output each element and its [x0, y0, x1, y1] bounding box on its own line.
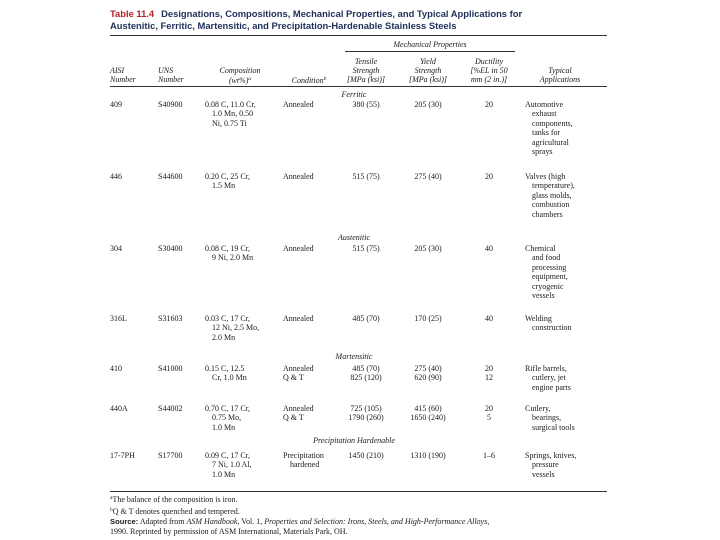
cell-aisi: 446 [110, 172, 122, 181]
cell-condition: Annealed [283, 100, 314, 109]
footnote-b: $^b$Q & T denotes quenched and tempered. [110, 507, 240, 516]
cell-applications: Cutlery, bearings, surgical tools [525, 404, 575, 432]
applications-header: Typical Applications [539, 66, 581, 84]
table-number: Table 11.4 [110, 8, 155, 19]
cell-yield: 275 (40) [414, 172, 442, 181]
category-austenitic: Austenitic [338, 233, 370, 242]
bottom-rule [110, 491, 607, 492]
mechanical-properties-header: Mechanical Properties [393, 40, 467, 49]
cell-composition: 0.08 C, 19 Cr, 9 Ni, 2.0 Mn [205, 244, 254, 263]
cell-ductility: 20 [485, 100, 493, 109]
cell-applications: Valves (high temperature), glass molds, combustion chambers [525, 172, 575, 219]
cell-composition: 0.09 C, 17 Cr, 7 Ni, 1.0 Al, 1.0 Mn [205, 451, 252, 479]
header-rule [110, 86, 607, 87]
uns-header: UNS Number [158, 66, 184, 84]
cell-composition: 0.08 C, 11.0 Cr, 1.0 Mn, 0.50 Ni, 0.75 Ti [205, 100, 256, 128]
table-title-line2: Austenitic, Ferritic, Martensitic, and Precipitation-Hardenable Stainless Steels [110, 19, 457, 31]
cell-composition: 0.15 C, 12.5 Cr, 1.0 Mn [205, 364, 247, 383]
cell-aisi: 316L [110, 314, 127, 323]
cell-uns: S31603 [158, 314, 183, 323]
cell-aisi: 410 [110, 364, 122, 373]
condition-header: Condition$^b$ [291, 76, 327, 85]
cell-composition: 0.03 C, 17 Cr, 12 Ni, 2.5 Mo, 2.0 Mn [205, 314, 260, 342]
cell-uns: S44600 [158, 172, 183, 181]
cell-tensile: 725 (105) 1790 (260) [348, 404, 384, 423]
cell-condition: Precipitation hardened [283, 451, 324, 470]
cell-tensile: 515 (75) [352, 172, 380, 181]
ductility-header: Ductility [%EL in 50 mm (2 in.)] [470, 57, 508, 84]
cell-yield: 1310 (190) [410, 451, 446, 460]
source-note: Source: Adapted from ASM Handbook, Vol. 1, Properties and Selection: Irons, Steels, and High-Performance Alloys, [110, 517, 490, 526]
cell-applications: Automotive exhaust components, tanks for agricultural sprays [525, 100, 573, 157]
source-note-line2: 1990. Reprinted by permission of ASM International, Materials Park, OH. [110, 527, 348, 536]
cell-yield: 205 (30) [414, 100, 442, 109]
table-title-line1: Designations, Compositions, Mechanical Properties, and Typical Applications for [161, 8, 523, 19]
top-rule [110, 35, 607, 36]
cell-ductility: 20 5 [485, 404, 493, 423]
cell-tensile: 1450 (210) [348, 451, 384, 460]
cell-tensile: 485 (70) [352, 314, 380, 323]
cell-ductility: 40 [485, 244, 493, 253]
category-precipitation-hardenable: Precipitation Hardenable [313, 436, 395, 445]
cell-yield: 415 (60) 1650 (240) [410, 404, 446, 423]
tensile-header: Tensile Strength [MPa (ksi)] [347, 57, 385, 84]
aisi-header: AISI Number [110, 66, 136, 84]
cell-aisi: 409 [110, 100, 122, 109]
cell-ductility: 20 12 [485, 364, 493, 383]
cell-yield: 205 (30) [414, 244, 442, 253]
cell-uns: S17700 [158, 451, 183, 460]
cell-uns: S40900 [158, 100, 183, 109]
cell-uns: S44002 [158, 404, 183, 413]
footnote-a: $^a$The balance of the composition is iron. [110, 495, 238, 504]
cell-uns: S41000 [158, 364, 183, 373]
cell-applications: Welding construction [525, 314, 572, 333]
cell-uns: S30400 [158, 244, 183, 253]
cell-ductility: 20 [485, 172, 493, 181]
cell-condition: Annealed [283, 314, 314, 323]
cell-yield: 275 (40) 620 (90) [414, 364, 442, 383]
cell-applications: Rifle barrels, cutlery, jet engine parts [525, 364, 571, 392]
cell-condition: Annealed [283, 244, 314, 253]
category-ferritic: Ferritic [341, 90, 367, 99]
composition-header: Composition $(wt\%)^a$ [219, 66, 261, 85]
cell-condition: Annealed Q & T [283, 364, 314, 383]
category-martensitic: Martensitic [335, 352, 373, 361]
cell-composition: 0.20 C, 25 Cr, 1.5 Mn [205, 172, 251, 191]
cell-applications: Springs, knives, pressure vessels [525, 451, 577, 479]
cell-aisi: 304 [110, 244, 122, 253]
cell-ductility: 1–6 [483, 451, 495, 460]
cell-yield: 170 (25) [414, 314, 442, 323]
cell-aisi: 17-7PH [110, 451, 135, 460]
cell-condition: Annealed Q & T [283, 404, 314, 423]
cell-tensile: 380 (55) [352, 100, 380, 109]
cell-tensile: 485 (70) 825 (120) [350, 364, 382, 383]
cell-aisi: 440A [110, 404, 128, 413]
cell-applications: Chemical and food processing equipment, cryogenic vessels [525, 244, 568, 301]
group-rule [345, 51, 515, 52]
table-title [110, 8, 610, 31]
yield-header: Yield Strength [MPa (ksi)] [409, 57, 447, 84]
cell-ductility: 40 [485, 314, 493, 323]
cell-composition: 0.70 C, 17 Cr, 0.75 Mo, 1.0 Mn [205, 404, 251, 432]
cell-condition: Annealed [283, 172, 314, 181]
cell-tensile: 515 (75) [352, 244, 380, 253]
